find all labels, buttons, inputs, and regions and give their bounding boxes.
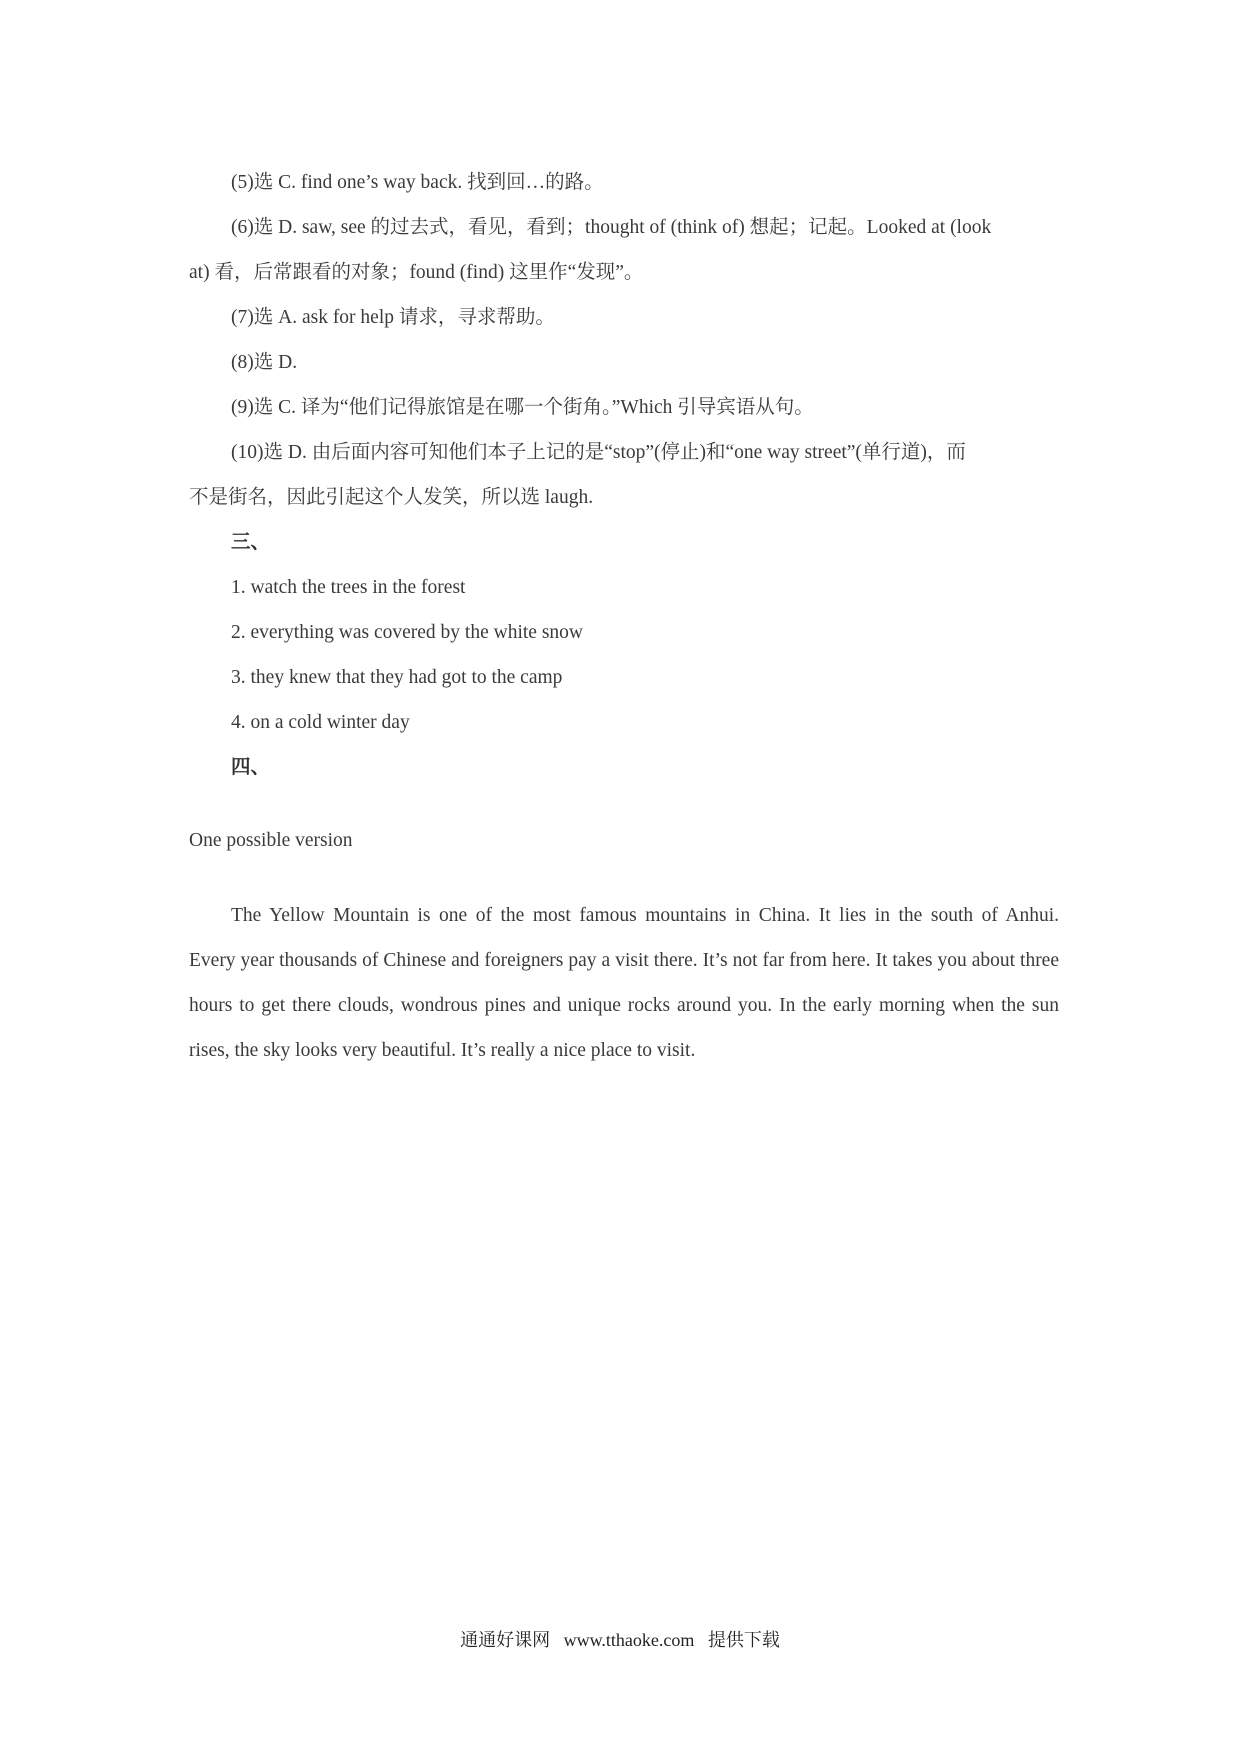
section-3-heading: 三、 bbox=[231, 532, 271, 553]
answer-6-line-2: at) 看，后常跟看的对象；found (find) 这里作“发现”。 bbox=[189, 262, 644, 283]
essay-body: The Yellow Mountain is one of the most famous mountains in China. It lies in the south of Anhui. Every year thousands of Chinese and foreigners pay a visit there. It’s not far from here. It takes you about three hours to get there clouds, wondrous pines and unique rocks around you. In the early morning when the sun rises, the sky looks very beautiful. It’s really a nice place to visit. bbox=[189, 905, 1089, 1061]
spacer bbox=[189, 790, 1059, 818]
section-3-item-1: 1. watch the trees in the forest bbox=[231, 577, 466, 598]
answer-10-line-2: 不是街名，因此引起这个人发笑，所以选 laugh. bbox=[189, 487, 594, 508]
answer-7: (7)选 A. ask for help 请求，寻求帮助。 bbox=[231, 307, 555, 328]
answer-6-line-1: (6)选 D. saw, see 的过去式，看见，看到；thought of (think of) 想起；记起。Looked at (look bbox=[231, 217, 992, 238]
answer-5: (5)选 C. find one’s way back. 找到回…的路。 bbox=[231, 172, 604, 193]
answer-10-line-1: (10)选 D. 由后面内容可知他们本子上记的是“stop”(停止)和“one way street”(单行道)，而 bbox=[231, 442, 966, 463]
section-3-item-2: 2. everything was covered by the white snow bbox=[231, 622, 583, 643]
spacer bbox=[189, 863, 1059, 893]
essay-subtitle: One possible version bbox=[189, 830, 353, 851]
footer-source-note: 通通好课网 www.tthaoke.com 提供下载 bbox=[460, 1630, 780, 1650]
section-3-item-3: 3. they knew that they had got to the camp bbox=[231, 667, 563, 688]
section-4-heading: 四、 bbox=[231, 757, 271, 778]
answer-8: (8)选 D. bbox=[231, 352, 298, 373]
answer-9: (9)选 C. 译为“他们记得旅馆是在哪一个街角。”Which 引导宾语从句。 bbox=[231, 397, 814, 418]
section-3-item-4: 4. on a cold winter day bbox=[231, 712, 410, 733]
answer-key-content bbox=[189, 160, 1089, 1073]
